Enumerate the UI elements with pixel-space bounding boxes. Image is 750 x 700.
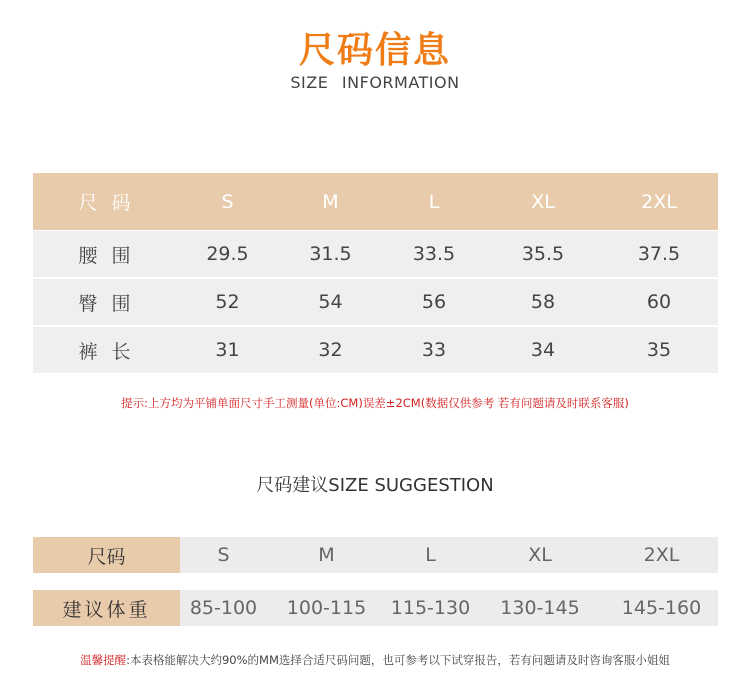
- suggestion-weight-row: [33, 590, 718, 626]
- table-cell: 33: [382, 326, 486, 373]
- suggestion-size-cell: M: [318, 544, 335, 566]
- table-cell: 35.5: [486, 231, 600, 279]
- table-cell: 56: [382, 278, 486, 326]
- row-label: 裤长: [33, 326, 176, 373]
- suggestion-title: 尺码建议SIZE SUGGESTION: [256, 475, 494, 496]
- table-cell: 34: [486, 326, 600, 373]
- row-label: 腰围: [33, 231, 176, 279]
- table-row: [33, 278, 718, 326]
- table-cell: 29.5: [176, 231, 279, 279]
- suggestion-weight-cell: 85-100: [189, 597, 258, 619]
- table-cell: 54: [279, 278, 382, 326]
- size-header-cell: XL: [486, 173, 600, 231]
- suggestion-weight-cell: 145-160: [621, 597, 702, 619]
- size-table: [33, 173, 718, 373]
- row-label: 臀围: [33, 278, 176, 326]
- table-cell: 35: [600, 326, 718, 373]
- suggestion-size-cell: S: [217, 544, 230, 566]
- table-cell: 58: [486, 278, 600, 326]
- table-cell: 33.5: [382, 231, 486, 279]
- size-header-label: 尺码: [33, 173, 176, 231]
- warm-tip: [0, 652, 750, 668]
- measurement-note: 提示:上方均为平铺单面尺寸手工测量(单位:CM)误差±2CM(数据仅供参考 若有问题请及时联系客服): [121, 396, 629, 410]
- size-header-cell: L: [382, 173, 486, 231]
- page-title: 尺码信息: [298, 30, 451, 71]
- suggestion-weight-cell: 130-145: [500, 597, 580, 619]
- suggestion-size-cell: 2XL: [643, 544, 680, 566]
- table-cell: 60: [600, 278, 718, 326]
- table-cell: 32: [279, 326, 382, 373]
- suggestion-size-label: 尺码: [33, 537, 180, 573]
- suggestion-size-cell: XL: [528, 544, 552, 566]
- table-cell: 52: [176, 278, 279, 326]
- table-cell: 31: [176, 326, 279, 373]
- suggestion-weight-cell: 100-115: [286, 597, 367, 619]
- tip-text: :本表格能解决大约90%的MM选择合适尺码问题，也可参考以下试穿报告，若有问题请及时咨询客服小姐姐: [126, 653, 670, 667]
- tip-highlight: 温馨提醒: [80, 653, 127, 667]
- table-cell: 31.5: [279, 231, 382, 279]
- suggestion-size-row: [33, 537, 718, 573]
- size-table-header: [33, 173, 718, 231]
- suggestion-weight-label: 建议体重: [33, 590, 180, 626]
- size-header-cell: S: [176, 173, 279, 231]
- table-row: [33, 326, 718, 373]
- suggestion-size-cell: L: [425, 544, 436, 566]
- size-header-cell: M: [279, 173, 382, 231]
- size-header-cell: 2XL: [600, 173, 718, 231]
- suggestion-weight-cell: 115-130: [390, 597, 471, 619]
- page-subtitle: SIZE INFORMATION: [290, 73, 460, 92]
- table-row: [33, 231, 718, 279]
- table-cell: 37.5: [600, 231, 718, 279]
